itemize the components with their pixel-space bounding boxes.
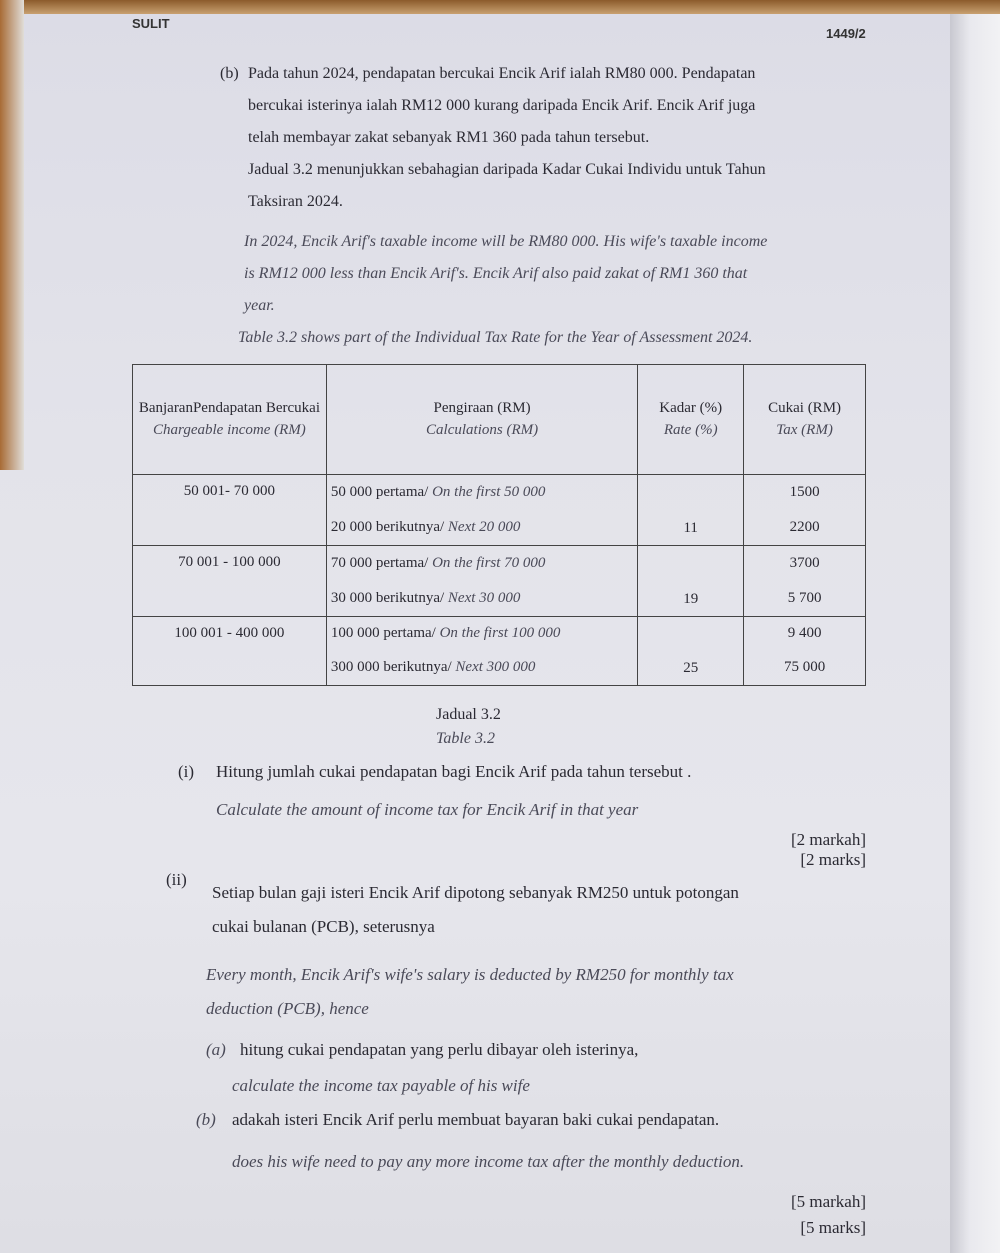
question-i-label: (i) (178, 762, 195, 781)
income-range: 50 001- 70 000 (133, 474, 327, 545)
intro-en-line: year. (244, 297, 275, 314)
intro-ms-line: bercukai isterinya ialah RM12 000 kurang daripada Encik Arif. Encik Arif juga (248, 97, 756, 114)
intro-en-line: In 2024, Encik Arif's taxable income will be RM80 000. His wife's taxable income (244, 233, 768, 250)
header-tax: Cukai (RM) Tax (RM) (744, 365, 866, 475)
marks-en: [2 marks] (800, 850, 866, 869)
tax-next: 5 700 (744, 581, 866, 617)
table-row (133, 474, 866, 510)
tax-next: 75 000 (744, 651, 866, 686)
header-sulit: SULIT (132, 16, 170, 31)
table-row (133, 545, 866, 581)
intro-ms-line: Taksiran 2024. (248, 193, 343, 210)
calc-next: 300 000 berikutnya/ Next 300 000 (326, 651, 637, 686)
tax-first: 3700 (744, 545, 866, 581)
tax-first: 9 400 (744, 616, 866, 651)
marks-ms-ii: [5 markah] (790, 1192, 866, 1211)
part-b-question-label: (b) (196, 1110, 216, 1129)
intro-ms (248, 58, 878, 218)
part-b-ms: adakah isteri Encik Arif perlu membuat bayaran baki cukai pendapatan. (232, 1110, 720, 1129)
table-caption-en: Table 3.2 (436, 730, 495, 747)
page-edge (950, 0, 1000, 1253)
calc-next: 20 000 berikutnya/ Next 20 000 (326, 510, 637, 546)
header-chargeable-income: BanjaranPendapatan Bercukai Chargeable income (RM) (133, 365, 327, 475)
table-row (133, 616, 866, 651)
question-ii-label: (ii) (166, 870, 187, 889)
intro-en-line: is RM12 000 less than Encik Arif's. Encik Arif also paid zakat of RM1 360 that (244, 265, 748, 282)
question-ii-ms: Setiap bulan gaji isteri Encik Arif dipotong sebanyak RM250 untuk potongan cukai bulanan (PCB), seterusnya (212, 883, 739, 936)
marks-ms: [2 markah] (790, 830, 866, 849)
tax-next: 2200 (744, 510, 866, 546)
table-caption-ms: Jadual 3.2 (436, 706, 501, 723)
part-a-ms: hitung cukai pendapatan yang perlu dibayar oleh isterinya, (240, 1040, 639, 1059)
header-rate: Kadar (%) Rate (%) (638, 365, 744, 475)
rate-value: 11 (638, 474, 744, 545)
background-strip (0, 0, 1000, 14)
header-calculations: Pengiraan (RM) Calculations (RM) (326, 365, 637, 475)
part-a-en: calculate the income tax payable of his wife (232, 1076, 530, 1095)
part-b-label: (b) (220, 65, 239, 82)
calc-first: 100 000 pertama/ On the first 100 000 (326, 616, 637, 651)
rate-value: 19 (638, 545, 744, 616)
question-ii-en: Every month, Encik Arif's wife's salary is deducted by RM250 for monthly tax deduction (PCB), hence (206, 965, 734, 1018)
income-range: 100 001 - 400 000 (133, 616, 327, 685)
intro-ms-line: Jadual 3.2 menunjukkan sebahagian daripada Kadar Cukai Individu untuk Tahun (248, 161, 766, 178)
calc-first: 50 000 pertama/ On the first 50 000 (326, 474, 637, 510)
intro-ms-line: telah membayar zakat sebanyak RM1 360 pada tahun tersebut. (248, 129, 650, 146)
rate-value: 25 (638, 616, 744, 685)
intro-ms-line: Pada tahun 2024, pendapatan bercukai Encik Arif ialah RM80 000. Pendapatan (248, 65, 756, 82)
tax-rate-table (132, 364, 866, 686)
calc-first: 70 000 pertama/ On the first 70 000 (326, 545, 637, 581)
background-edge (0, 0, 24, 470)
question-i-en: Calculate the amount of income tax for Encik Arif in that year (216, 800, 639, 819)
marks-en-ii: [5 marks] (800, 1218, 866, 1237)
tax-first: 1500 (744, 474, 866, 510)
header-paper-code: 1449/2 (826, 26, 866, 41)
intro-en (244, 226, 874, 322)
part-b-en: does his wife need to pay any more income tax after the monthly deduction. (232, 1152, 745, 1171)
calc-next: 30 000 berikutnya/ Next 30 000 (326, 581, 637, 617)
table-intro-en: Table 3.2 shows part of the Individual Tax Rate for the Year of Assessment 2024. (238, 329, 753, 346)
income-range: 70 001 - 100 000 (133, 545, 327, 616)
question-i-ms: Hitung jumlah cukai pendapatan bagi Encik Arif pada tahun tersebut . (216, 762, 692, 781)
part-a-label: (a) (206, 1040, 226, 1059)
table-header-row (133, 365, 866, 475)
